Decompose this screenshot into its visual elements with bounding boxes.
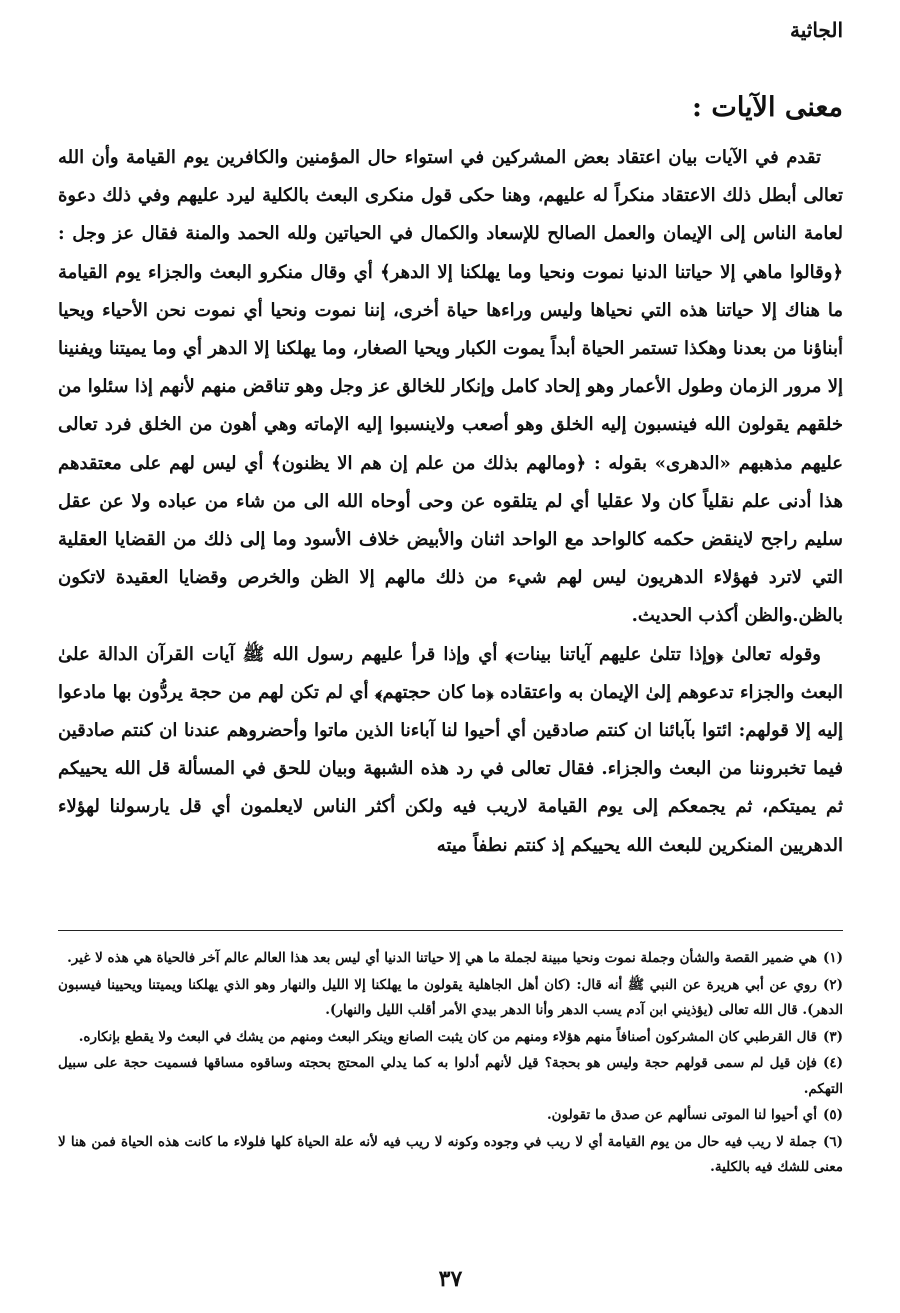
page-number: ٣٧ (438, 1266, 463, 1292)
footnote-text: روي عن أبي هريرة عن النبي ﷺ أنه قال: (كان أهل الجاهلية يقولون ما يهلكنا إلا الليل والنهار وهو الذي يهلكنا ويميتنا ويحيينا فيسبون الدهر). قال الله تعالى (يؤذيني ابن آدم يسب الدهر وأنا الدهر بيدي الأمر أقلب الليل والنهار). (58, 976, 843, 1018)
footnote-number: (٤) (822, 1055, 843, 1071)
running-header-surah-name: الجاثية (790, 18, 843, 42)
section-title: معنى الآيات : (692, 92, 843, 123)
footnote (58, 1051, 843, 1102)
footnote-text: هي ضمير القصة والشأن وجملة نموت ونحيا مبينة لجملة ما هي إلا حياتنا الدنيا أي ليس بعد هذا العالم عالم آخر فالحياة هي هذه لا غير. (67, 950, 817, 966)
footnote (58, 973, 843, 1024)
footnote-separator (58, 930, 843, 931)
footnote-number: (٦) (822, 1133, 843, 1150)
footnotes (58, 946, 843, 1182)
body-paragraph: وقوله تعالىٰ ﴿وإذا تتلىٰ عليهم آياتنا بينات﴾ أي وإذا قرأ عليهم رسول الله ﷺ آيات القرآن الدالة علىٰ البعث والجزاء تدعوهم إلىٰ الإيمان به واعتقاده ﴿ما كان حجتهم﴾ أي لم تكن لهم من حجة يردُّون بها مادعوا إليه إلا قولهم: ائتوا بآبائنا ان كنتم صادقين أي أحيوا لنا آباءنا الذين ماتوا وأحضروهم عندنا ان كنتم صادقين فيما تخبروننا من البعث والجزاء. فقال تعالى في رد هذه الشبهة وبيان للحق في المسألة قل الله يحييكم ثم يميتكم، ثم يجمعكم إلى يوم القيامة لاريب فيه ولكن أكثر الناس لايعلمون أي قل يارسولنا لهؤلاء الدهريين المنكرين للبعث الله يحييكم إذ كنتم نطفاً ميته (58, 643, 843, 856)
footnote (58, 1130, 843, 1181)
book-page (58, 18, 843, 1298)
footnote-number: (٢) (822, 976, 843, 993)
footnote-text: أي أحيوا لنا الموتى نسألهم عن صدق ما تقولون. (546, 1107, 817, 1123)
footnote (58, 1103, 843, 1129)
footnote-text: جملة لا ريب فيه حال من يوم القيامة أي لا ريب في وجوده وكونه لا ريب فيه لأنه علة الحياة كلها فلولاء ما كانت هذه الحياة فمن هنا لا معنى للشك فيه بالكلية. (58, 1133, 843, 1175)
footnote-number: (١) (822, 950, 843, 966)
footnote (58, 1025, 843, 1051)
footnote-number: (٥) (822, 1107, 843, 1123)
body-text (58, 139, 843, 865)
body-paragraph: تقدم في الآيات بيان اعتقاد بعض المشركين في استواء حال المؤمنين والكافرين يوم القيامة وأن الله تعالى أبطل ذلك الاعتقاد منكراً له عليهم، وهنا حكى قول منكرى البعث بالكلية ليرد عليهم وفي ذلك دعوة لعامة الناس إلى الإيمان والعمل الصالح للإسعاد والكمال في الحياتين ولله الحمد والمنة فقال عز وجل : ﴿وقالوا ماهي إلا حياتنا الدنيا نموت ونحيا وما يهلكنا إلا الدهر﴾ أي وقال منكرو البعث والجزاء يوم القيامة ما هناك إلا حياتنا هذه التي نحياها وليس وراءها حياة أخرى، إننا نموت ونحيا أي نموت نحن الأحياء ويحيا أبناؤنا من بعدنا وهكذا تستمر الحياة أبداً يموت الكبار ويحيا الصغار، وما يهلكنا إلا الدهر أي وما يميتنا ويفنينا إلا مرور الزمان وطول الأعمار وهو إلحاد كامل وإنكار للخالق عز وجل وهو تناقض منهم لأنهم إذا سئلوا من خلقهم يقولون الله فينسبون إليه الخلق وهو أصعب ولاينسبوا إليه الإماته وهي أهون من الخلق فرد تعالى عليهم مذهبهم «الدهرى» بقوله : ﴿ومالهم بذلك من علم إن هم الا يظنون﴾ أي ليس لهم على معتقدهم هذا أدنى علم نقلياً كان ولا عقليا أي لم يتلقوه عن وحى أوحاه الله الى من شاء من عباده ولا عن عقل سليم راجح لاينقض حكمه كالواحد مع الواحد اثنان والأبيض خلاف الأسود وما إلى ذلك من القضايا العقلية التي لاترد فهؤلاء الدهريون ليس لهم شيء من ذلك مالهم إلا الظن والخرص وقضايا العقيدة لاتكون بالظن.والظن أكذب الحديث. (58, 147, 843, 627)
footnote-text: فإن قيل لم سمى قولهم حجة وليس هو بحجة؟ قيل لأنهم أدلوا به كما يدلي المحتج بحجته وساقوه مساقها فسميت حجة على سبيل التهكم. (58, 1055, 843, 1097)
footnote (58, 946, 843, 972)
footnote-number: (٣) (822, 1028, 843, 1045)
footnote-text: قال القرطبي كان المشركون أصنافاً منهم هؤلاء ومنهم من كان يثبت الصانع وينكر البعث ومنهم من يشك في البعث ولا يقطع بإنكاره. (78, 1028, 817, 1045)
